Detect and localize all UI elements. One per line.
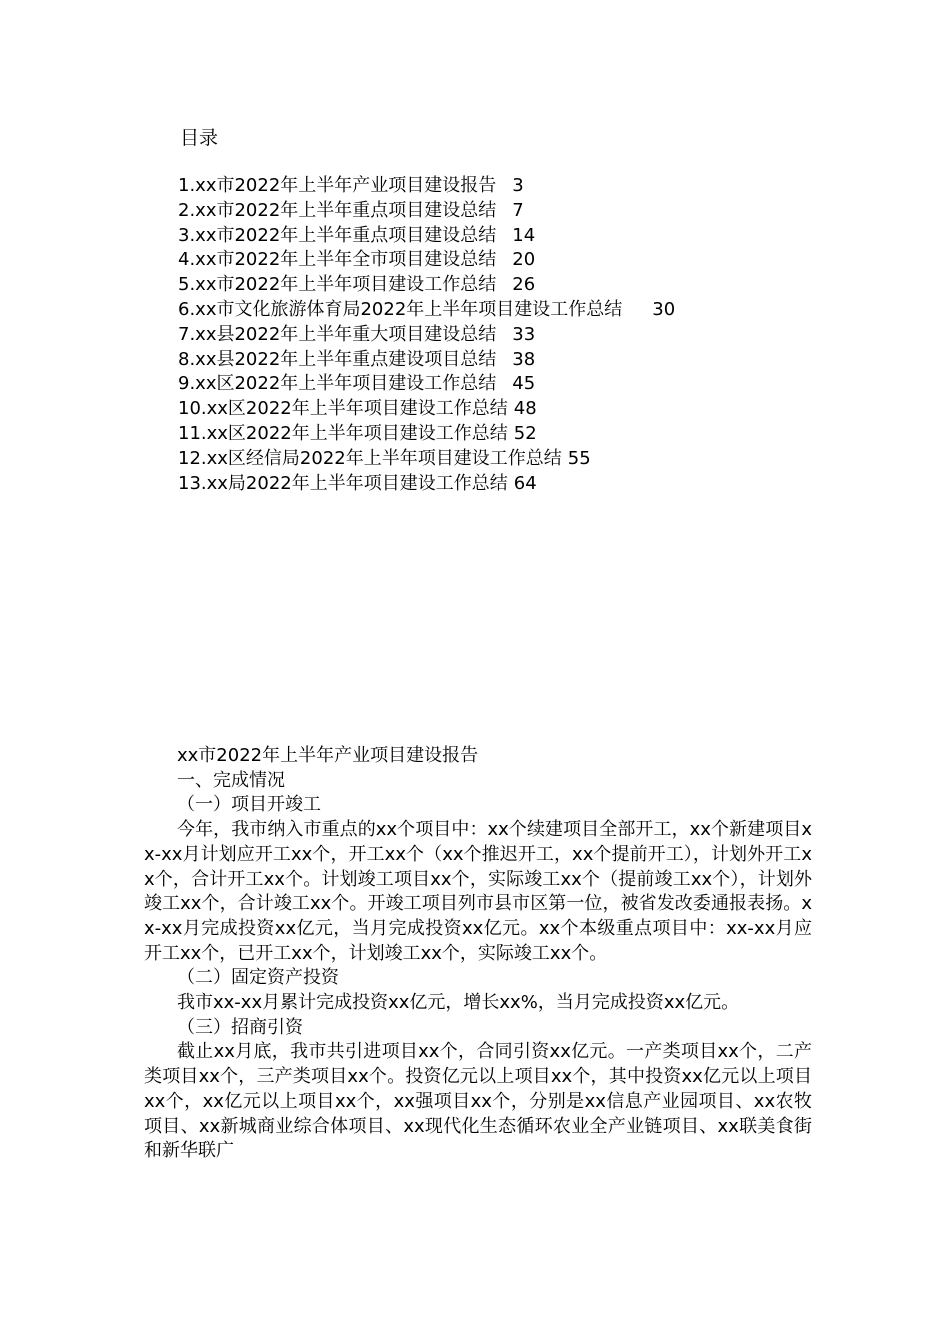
toc-entry-label: 4.xx市2022年上半年全市项目建设总结 bbox=[178, 249, 497, 271]
toc-entry-page: 20 bbox=[512, 249, 536, 271]
toc-entry-page: 30 bbox=[652, 298, 676, 320]
toc-entry-page: 55 bbox=[567, 447, 591, 469]
toc-entry bbox=[178, 224, 675, 249]
toc-entry-label: 6.xx市文化旅游体育局2022年上半年项目建设工作总结 bbox=[178, 298, 623, 320]
toc-entry-page: 45 bbox=[512, 373, 536, 395]
report-body bbox=[144, 744, 812, 1164]
subsection-heading: （一）项目开竣工 bbox=[177, 794, 321, 816]
toc-entry bbox=[178, 199, 675, 224]
toc-list bbox=[178, 174, 675, 496]
toc-entry-label: 11.xx区2022年上半年项目建设工作总结 bbox=[178, 422, 508, 444]
paragraph: 我市xx-xx月累计完成投资xx亿元，增长xx%，当月完成投资xx亿元。 bbox=[177, 992, 740, 1014]
toc-entry bbox=[178, 174, 675, 199]
toc-entry-page: 26 bbox=[512, 274, 536, 296]
toc-entry-label: 8.xx县2022年上半年重点建设项目总结 bbox=[178, 348, 497, 370]
toc-entry bbox=[178, 472, 675, 497]
toc-entry-page: 14 bbox=[512, 224, 536, 246]
toc-entry bbox=[178, 422, 675, 447]
toc-entry bbox=[178, 348, 675, 373]
toc-entry-page: 52 bbox=[513, 422, 537, 444]
toc-entry bbox=[178, 298, 675, 323]
toc-entry-page: 7 bbox=[512, 199, 524, 221]
toc-entry-page: 33 bbox=[512, 323, 536, 345]
toc-entry bbox=[178, 248, 675, 273]
toc-entry bbox=[178, 397, 675, 422]
toc-entry-label: 5.xx市2022年上半年项目建设工作总结 bbox=[178, 274, 497, 296]
toc-entry-page: 64 bbox=[513, 472, 537, 494]
toc-entry-label: 3.xx市2022年上半年重点项目建设总结 bbox=[178, 224, 497, 246]
toc-entry bbox=[178, 323, 675, 348]
toc-entry-page: 38 bbox=[512, 348, 536, 370]
toc-entry-label: 1.xx市2022年上半年产业项目建设报告 bbox=[178, 175, 497, 196]
toc-entry bbox=[178, 372, 675, 397]
toc-title: 目录 bbox=[180, 127, 219, 149]
toc-entry-label: 13.xx局2022年上半年项目建设工作总结 bbox=[178, 472, 508, 494]
toc-entry-label: 9.xx区2022年上半年项目建设工作总结 bbox=[178, 373, 497, 395]
toc-entry-page: 48 bbox=[513, 398, 537, 420]
toc-entry-page: 3 bbox=[512, 175, 524, 196]
section-heading: 一、完成情况 bbox=[177, 769, 285, 791]
toc-entry bbox=[178, 447, 675, 472]
toc-entry bbox=[178, 273, 675, 298]
subsection-heading: （二）固定资产投资 bbox=[177, 967, 339, 989]
toc-entry-label: 7.xx县2022年上半年重大项目建设总结 bbox=[178, 323, 497, 345]
toc-entry-label: 10.xx区2022年上半年项目建设工作总结 bbox=[178, 398, 508, 420]
paragraph: 今年，我市纳入市重点的xx个项目中：xx个续建项目全部开工，xx个新建项目xx-xx月计划应开工xx个，开工xx个（xx个推迟开工，xx个提前开工），计划外开工xx个，合计开工xx个。计划竣工项目xx个，实际竣工xx个（提前竣工xx个），计划外竣工xx个，合计竣工xx个。开竣工项目列市县市区第一位，被省发改委通报表扬。xx-xx月完成投资xx亿元，当月完成投资xx亿元。xx个本级重点项目中：xx-xx月应开工xx个，已开工xx个，计划竣工xx个，实际竣工xx个。 bbox=[144, 819, 812, 964]
toc-entry-label: 2.xx市2022年上半年重点项目建设总结 bbox=[178, 199, 497, 221]
subsection-heading: （三）招商引资 bbox=[177, 1016, 303, 1038]
paragraph: 截止xx月底，我市共引进项目xx个，合同引资xx亿元。一产类项目xx个，二产类项目xx个，三产类项目xx个。投资亿元以上项目xx个，其中投资xx亿元以上项目xx个，xx亿元以上项目xx个，xx强项目xx个，分别是xx信息产业园项目、xx农牧项目、xx新城商业综合体项目、xx现代化生态循环农业全产业链项目、xx联美食街和新华联广 bbox=[144, 1041, 812, 1162]
toc-entry-label: 12.xx区经信局2022年上半年项目建设工作总结 bbox=[178, 447, 562, 469]
report-title: xx市2022年上半年产业项目建设报告 bbox=[177, 745, 479, 766]
